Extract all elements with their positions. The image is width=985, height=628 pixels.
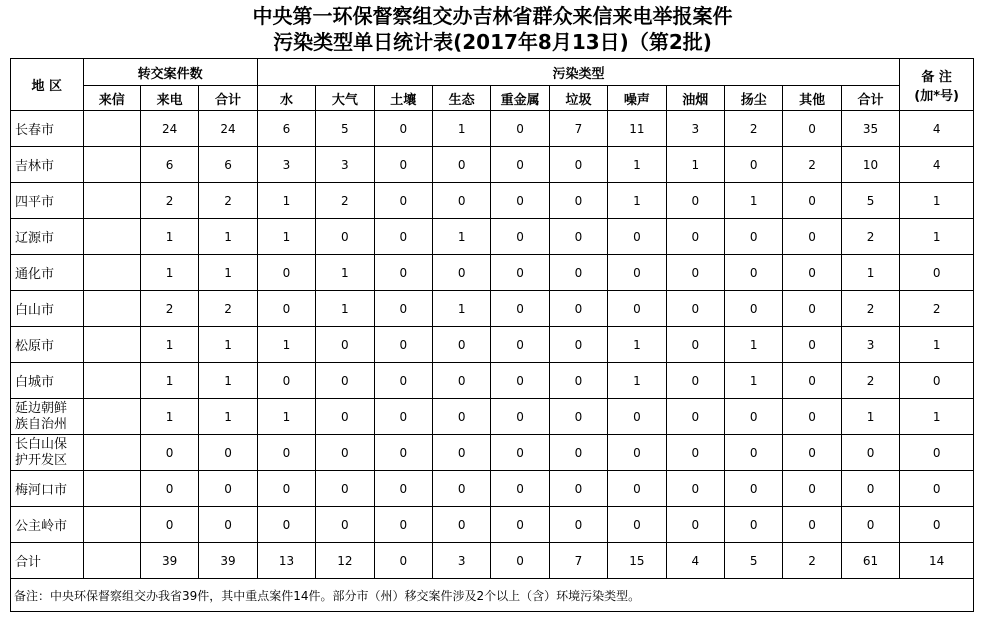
- value-cell: 0: [316, 507, 374, 543]
- subheader-cell: 土壤: [374, 86, 432, 111]
- value-cell: [83, 399, 140, 435]
- value-cell: 0: [199, 507, 257, 543]
- value-cell: 1: [316, 291, 374, 327]
- value-cell: 1: [140, 363, 198, 399]
- region-cell: 四平市: [11, 183, 84, 219]
- value-cell: 2: [725, 111, 783, 147]
- value-cell: 0: [374, 399, 432, 435]
- value-cell: 2: [841, 219, 899, 255]
- value-cell: 2: [841, 291, 899, 327]
- value-cell: [83, 291, 140, 327]
- value-cell: 1: [608, 183, 666, 219]
- value-cell: 0: [900, 471, 974, 507]
- value-cell: 4: [900, 111, 974, 147]
- value-cell: 0: [374, 183, 432, 219]
- value-cell: 0: [491, 291, 549, 327]
- subheader-cell: 来信: [83, 86, 140, 111]
- subheader-cell: 油烟: [666, 86, 724, 111]
- value-cell: 2: [140, 183, 198, 219]
- region-cell: 辽源市: [11, 219, 84, 255]
- value-cell: 5: [841, 183, 899, 219]
- value-cell: 1: [608, 147, 666, 183]
- footnote: 备注：中央环保督察组交办我省39件，其中重点案件14件。部分市（州）移交案件涉及2个以上（含）环境污染类型。: [11, 579, 974, 612]
- value-cell: 0: [491, 183, 549, 219]
- value-cell: 2: [841, 363, 899, 399]
- value-cell: 0: [666, 327, 724, 363]
- value-cell: 0: [549, 255, 607, 291]
- table-row: [11, 543, 974, 579]
- value-cell: 13: [257, 543, 315, 579]
- table-row: [11, 363, 974, 399]
- value-cell: 24: [199, 111, 257, 147]
- value-cell: 0: [725, 471, 783, 507]
- subheader-cell: 扬尘: [725, 86, 783, 111]
- table-row: [11, 219, 974, 255]
- title-line-1: 中央第一环保督察组交办吉林省群众来信来电举报案件: [252, 4, 733, 28]
- region-line-1: 长白山保: [15, 436, 68, 452]
- value-cell: 4: [900, 147, 974, 183]
- value-cell: 0: [374, 291, 432, 327]
- value-cell: 0: [783, 111, 841, 147]
- value-cell: 0: [374, 147, 432, 183]
- value-cell: 1: [140, 399, 198, 435]
- value-cell: 0: [491, 147, 549, 183]
- value-cell: 0: [491, 327, 549, 363]
- value-cell: 0: [608, 399, 666, 435]
- value-cell: 1: [257, 327, 315, 363]
- value-cell: 0: [199, 435, 257, 471]
- value-cell: 14: [900, 543, 974, 579]
- value-cell: 0: [491, 399, 549, 435]
- value-cell: 0: [316, 219, 374, 255]
- value-cell: 0: [432, 507, 490, 543]
- header-region: 地 区: [11, 59, 84, 111]
- value-cell: 0: [841, 507, 899, 543]
- region-cell: 长春市: [11, 111, 84, 147]
- title-line-2: 污染类型单日统计表(2017年8月13日)（第2批): [273, 30, 712, 54]
- region-line-1: 延边朝鲜: [15, 400, 68, 416]
- value-cell: 4: [666, 543, 724, 579]
- table-row: [11, 183, 974, 219]
- table-row: [11, 507, 974, 543]
- value-cell: 0: [374, 327, 432, 363]
- value-cell: 1: [900, 183, 974, 219]
- value-cell: 1: [608, 327, 666, 363]
- value-cell: [83, 363, 140, 399]
- value-cell: 1: [841, 399, 899, 435]
- value-cell: 1: [140, 327, 198, 363]
- value-cell: 0: [783, 327, 841, 363]
- value-cell: 0: [608, 507, 666, 543]
- subheader-cell: 其他: [783, 86, 841, 111]
- value-cell: [83, 111, 140, 147]
- region-cell: 白城市: [11, 363, 84, 399]
- value-cell: 0: [491, 435, 549, 471]
- value-cell: 61: [841, 543, 899, 579]
- value-cell: 0: [900, 435, 974, 471]
- region-cell: 吉林市: [11, 147, 84, 183]
- subheader-cell: 大气: [316, 86, 374, 111]
- value-cell: 0: [549, 507, 607, 543]
- value-cell: [83, 147, 140, 183]
- value-cell: 0: [257, 507, 315, 543]
- table-row: [11, 255, 974, 291]
- value-cell: 1: [900, 399, 974, 435]
- table-row: [11, 399, 974, 435]
- value-cell: 10: [841, 147, 899, 183]
- value-cell: 0: [257, 363, 315, 399]
- value-cell: 1: [199, 399, 257, 435]
- value-cell: 0: [374, 219, 432, 255]
- value-cell: 1: [725, 327, 783, 363]
- value-cell: [83, 255, 140, 291]
- region-line-2: 族自治州: [15, 416, 68, 432]
- value-cell: 0: [666, 291, 724, 327]
- value-cell: 39: [199, 543, 257, 579]
- value-cell: 0: [549, 291, 607, 327]
- table-row: [11, 111, 974, 147]
- subheader-cell: 生态: [432, 86, 490, 111]
- value-cell: [83, 183, 140, 219]
- value-cell: 1: [199, 255, 257, 291]
- region-cell: 白山市: [11, 291, 84, 327]
- value-cell: 1: [199, 363, 257, 399]
- value-cell: 0: [432, 327, 490, 363]
- value-cell: 1: [900, 327, 974, 363]
- value-cell: 2: [140, 291, 198, 327]
- value-cell: 1: [725, 363, 783, 399]
- table-row: [11, 291, 974, 327]
- value-cell: 0: [549, 327, 607, 363]
- table-row: [11, 327, 974, 363]
- subheader-cell: 垃圾: [549, 86, 607, 111]
- value-cell: 1: [199, 219, 257, 255]
- value-cell: 0: [608, 255, 666, 291]
- value-cell: 0: [666, 363, 724, 399]
- value-cell: 0: [549, 219, 607, 255]
- value-cell: 3: [257, 147, 315, 183]
- value-cell: 0: [140, 471, 198, 507]
- value-cell: 12: [316, 543, 374, 579]
- subheader-cell: 重金属: [491, 86, 549, 111]
- value-cell: 6: [199, 147, 257, 183]
- value-cell: 0: [432, 147, 490, 183]
- header-remark-line1: 备 注: [921, 69, 952, 85]
- value-cell: 5: [316, 111, 374, 147]
- value-cell: 0: [666, 219, 724, 255]
- region-line-2: 护开发区: [15, 452, 68, 468]
- subheader-cell: 合计: [199, 86, 257, 111]
- value-cell: 7: [549, 543, 607, 579]
- value-cell: 0: [432, 255, 490, 291]
- value-cell: 35: [841, 111, 899, 147]
- subheader-cell: 来电: [140, 86, 198, 111]
- value-cell: 0: [549, 147, 607, 183]
- value-cell: 0: [432, 435, 490, 471]
- value-cell: 0: [491, 363, 549, 399]
- region-cell: [11, 435, 84, 471]
- value-cell: 0: [374, 111, 432, 147]
- value-cell: 0: [841, 471, 899, 507]
- value-cell: 2: [783, 147, 841, 183]
- subheader-cell: 合计: [841, 86, 899, 111]
- value-cell: 0: [257, 255, 315, 291]
- value-cell: 0: [666, 183, 724, 219]
- header-remark: [900, 59, 974, 111]
- region-cell: 合计: [11, 543, 84, 579]
- value-cell: [83, 507, 140, 543]
- value-cell: 0: [725, 399, 783, 435]
- value-cell: 0: [608, 219, 666, 255]
- table-row: [11, 471, 974, 507]
- value-cell: 0: [491, 111, 549, 147]
- value-cell: 0: [432, 399, 490, 435]
- value-cell: 1: [841, 255, 899, 291]
- value-cell: 2: [783, 543, 841, 579]
- value-cell: 0: [257, 291, 315, 327]
- region-cell: 松原市: [11, 327, 84, 363]
- value-cell: 0: [900, 507, 974, 543]
- value-cell: 0: [608, 471, 666, 507]
- value-cell: [83, 327, 140, 363]
- value-cell: 7: [549, 111, 607, 147]
- value-cell: 1: [257, 399, 315, 435]
- value-cell: 0: [374, 543, 432, 579]
- table-row: [11, 435, 974, 471]
- value-cell: 0: [725, 255, 783, 291]
- value-cell: 2: [199, 183, 257, 219]
- region-cell: 公主岭市: [11, 507, 84, 543]
- value-cell: 0: [199, 471, 257, 507]
- value-cell: 0: [491, 219, 549, 255]
- statistics-table: [10, 58, 974, 612]
- value-cell: 0: [257, 435, 315, 471]
- value-cell: 1: [257, 183, 315, 219]
- value-cell: 1: [432, 111, 490, 147]
- value-cell: 0: [374, 507, 432, 543]
- value-cell: 0: [725, 507, 783, 543]
- region-cell: [11, 399, 84, 435]
- value-cell: 0: [432, 471, 490, 507]
- value-cell: 1: [316, 255, 374, 291]
- value-cell: 2: [316, 183, 374, 219]
- value-cell: 3: [316, 147, 374, 183]
- value-cell: 0: [140, 507, 198, 543]
- value-cell: 0: [549, 471, 607, 507]
- value-cell: 0: [316, 435, 374, 471]
- value-cell: 0: [725, 435, 783, 471]
- region-cell: 梅河口市: [11, 471, 84, 507]
- value-cell: [83, 543, 140, 579]
- value-cell: 0: [608, 435, 666, 471]
- value-cell: 6: [257, 111, 315, 147]
- value-cell: 0: [783, 471, 841, 507]
- value-cell: 0: [725, 219, 783, 255]
- value-cell: 0: [783, 291, 841, 327]
- value-cell: 1: [140, 219, 198, 255]
- value-cell: 5: [725, 543, 783, 579]
- value-cell: 15: [608, 543, 666, 579]
- value-cell: 3: [841, 327, 899, 363]
- value-cell: 1: [257, 219, 315, 255]
- value-cell: 0: [666, 435, 724, 471]
- value-cell: 1: [608, 363, 666, 399]
- header-pollution-types: 污染类型: [257, 59, 900, 86]
- subheader-cell: 水: [257, 86, 315, 111]
- value-cell: 0: [374, 255, 432, 291]
- value-cell: 0: [432, 183, 490, 219]
- value-cell: 0: [900, 363, 974, 399]
- value-cell: 0: [432, 363, 490, 399]
- value-cell: 0: [316, 327, 374, 363]
- header-remark-line2: (加*号): [914, 88, 959, 104]
- value-cell: 0: [666, 471, 724, 507]
- value-cell: 11: [608, 111, 666, 147]
- value-cell: 0: [783, 435, 841, 471]
- value-cell: 0: [666, 399, 724, 435]
- value-cell: 0: [374, 363, 432, 399]
- value-cell: 0: [783, 507, 841, 543]
- subheader-cell: 噪声: [608, 86, 666, 111]
- value-cell: 1: [432, 291, 490, 327]
- value-cell: 0: [549, 399, 607, 435]
- value-cell: [83, 471, 140, 507]
- value-cell: 0: [257, 471, 315, 507]
- value-cell: [83, 219, 140, 255]
- value-cell: 2: [199, 291, 257, 327]
- value-cell: 0: [608, 291, 666, 327]
- value-cell: 2: [900, 291, 974, 327]
- value-cell: 24: [140, 111, 198, 147]
- value-cell: 0: [725, 147, 783, 183]
- value-cell: 0: [549, 363, 607, 399]
- value-cell: 0: [491, 471, 549, 507]
- value-cell: 0: [140, 435, 198, 471]
- value-cell: 0: [491, 543, 549, 579]
- value-cell: 0: [666, 255, 724, 291]
- value-cell: 1: [432, 219, 490, 255]
- value-cell: [83, 435, 140, 471]
- region-cell: 通化市: [11, 255, 84, 291]
- table-row: [11, 147, 974, 183]
- value-cell: 0: [783, 399, 841, 435]
- value-cell: 0: [783, 183, 841, 219]
- value-cell: 3: [666, 111, 724, 147]
- value-cell: 0: [783, 363, 841, 399]
- value-cell: 0: [725, 291, 783, 327]
- value-cell: 39: [140, 543, 198, 579]
- value-cell: 1: [199, 327, 257, 363]
- value-cell: 0: [316, 471, 374, 507]
- value-cell: 0: [900, 255, 974, 291]
- value-cell: 1: [725, 183, 783, 219]
- value-cell: 0: [316, 363, 374, 399]
- value-cell: 0: [549, 183, 607, 219]
- value-cell: 0: [374, 471, 432, 507]
- value-cell: 1: [140, 255, 198, 291]
- value-cell: 0: [783, 255, 841, 291]
- value-cell: 0: [841, 435, 899, 471]
- value-cell: 1: [900, 219, 974, 255]
- value-cell: 3: [432, 543, 490, 579]
- header-transfer-cases: 转交案件数: [83, 59, 257, 86]
- value-cell: 0: [491, 255, 549, 291]
- value-cell: 1: [666, 147, 724, 183]
- value-cell: 0: [316, 399, 374, 435]
- value-cell: 0: [491, 507, 549, 543]
- value-cell: 0: [783, 219, 841, 255]
- value-cell: 6: [140, 147, 198, 183]
- value-cell: 0: [666, 507, 724, 543]
- value-cell: 0: [374, 435, 432, 471]
- value-cell: 0: [549, 435, 607, 471]
